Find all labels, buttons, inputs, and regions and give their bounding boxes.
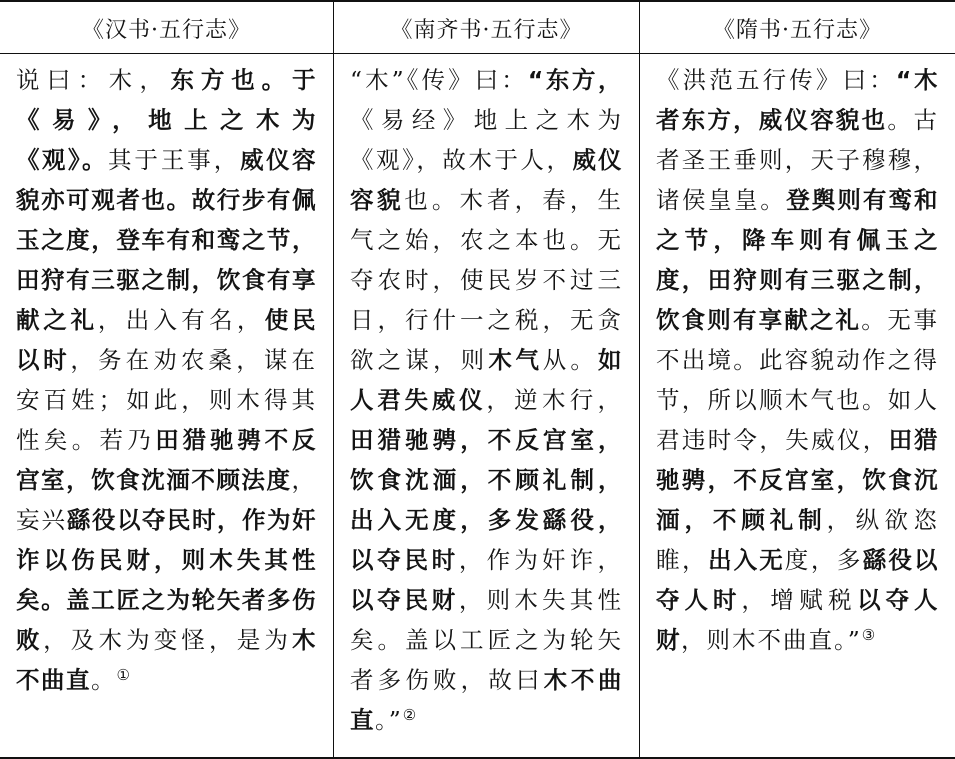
bold-text-run: 木不曲直	[350, 666, 624, 734]
bold-text-run: 东方也。于《易》，地上之木为《观》。	[16, 66, 318, 174]
column-title: 《汉书·五行志》	[82, 17, 251, 43]
text-run: ，则木不曲直。”	[681, 626, 862, 654]
bold-text-run: 田猎驰骋，不反宫室，饮食沈湎，不顾礼制，出入无度，多发繇役，以夺民时	[350, 426, 623, 574]
bold-text-run: 木气	[488, 346, 543, 374]
bold-text-run: 以夺人财	[656, 586, 940, 654]
text-run: ，妄兴	[16, 466, 317, 534]
text-run: ，则木失其性矣。盖以工匠之为轮矢者多伤败，故曰	[350, 586, 624, 694]
text-run: ，逆木行，	[486, 386, 624, 414]
text-run: ，及木为变怪，是为	[43, 626, 293, 654]
text-run: 。无事不出境。此容貌动作之得节，所以顺木气也。如人君违时令，失威仪，	[656, 306, 940, 454]
bold-text-run: 田猎驰骋不反宫室，饮食沈湎不顾法度	[16, 426, 317, 494]
text-run: 说曰：木，	[16, 66, 171, 94]
text-run: 。古者圣王垂则，天子穆穆，诸侯皇皇。	[656, 106, 940, 214]
text-run: ，作为奸诈，	[458, 546, 624, 574]
text-run: 其于王事，	[107, 146, 241, 174]
column-text	[334, 54, 639, 740]
column-suishu	[640, 2, 955, 757]
footnote-marker: ①	[116, 666, 130, 684]
text-run: 《洪范五行传》曰：	[656, 66, 896, 94]
text-run: ，出入有名，	[97, 306, 265, 334]
bold-text-run: 登舆则有鸾和之节，降车则有佩玉之度，田狩则有三驱之制，饮食则有享献之礼	[656, 186, 939, 334]
bold-text-run: “东方，	[527, 66, 623, 94]
text-run: ，增赋税	[741, 586, 858, 614]
text-run: 也。木者，春，生气之始，农之本也。无夺农时，使民岁不过三日，行什一之税，无贪欲之谋，则	[350, 186, 624, 374]
bold-text-run: 出入无	[708, 546, 785, 574]
bold-text-run: “木者东方，威仪容貌也	[656, 66, 940, 134]
bold-text-run: 如人君失威仪	[350, 346, 624, 414]
bold-text-run: 田猎驰骋，不反宫室，饮食沉湎，不顾礼制	[656, 426, 940, 534]
bold-text-run: 繇役以夺民时，作为奸诈以伤民财，则木失其性矣。盖工匠之为轮矢者多伤败	[16, 506, 317, 654]
text-run: 度，多	[784, 546, 863, 574]
column-nanqishu	[334, 2, 639, 757]
bold-text-run: 以夺民财	[350, 586, 459, 614]
bold-text-run: 木不曲直	[16, 626, 318, 694]
text-run: ，务在劝农桑，谋在安百姓；如此，则木得其性矣。若乃	[16, 346, 318, 454]
bold-text-run: 繇役以夺人时	[656, 546, 940, 614]
text-run: ，纵欲恣睢，	[656, 506, 940, 574]
text-run: 从。	[542, 346, 599, 374]
column-title: 《隋书·五行志》	[713, 17, 882, 43]
text-run: 。”	[375, 706, 403, 734]
bold-text-run: 威仪容貌亦可观者也。故行步有佩玉之度，登车有和鸾之节，田狩有三驱之制，饮食有享献之礼	[16, 146, 318, 334]
column-hanshu	[0, 2, 333, 757]
text-run: 《易经》地上之木为《观》，故木于人，	[350, 106, 623, 174]
text-run: “木”《传》曰：	[350, 66, 528, 94]
column-title: 《南齐书·五行志》	[390, 17, 583, 43]
footnote-marker: ②	[402, 706, 417, 724]
column-text	[640, 54, 955, 660]
bold-text-run: 使民以时	[16, 306, 318, 374]
text-run: 。	[91, 666, 117, 694]
column-text	[0, 54, 333, 700]
bold-text-run: 威仪容貌	[350, 146, 624, 214]
footnote-marker: ③	[861, 626, 876, 644]
